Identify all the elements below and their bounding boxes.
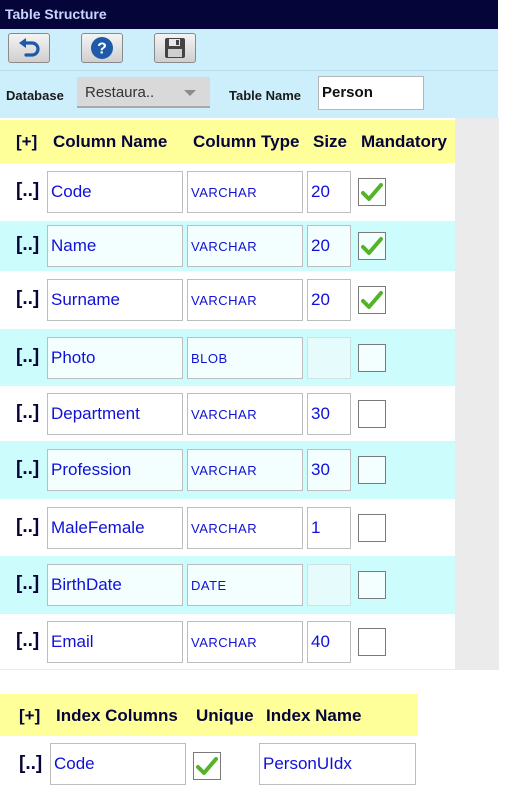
column-name-field[interactable]: Department <box>47 393 183 435</box>
database-label: Database <box>6 88 64 103</box>
column-row <box>0 441 455 499</box>
index-columns-header: Index Columns <box>56 706 178 725</box>
index-row <box>0 736 455 800</box>
column-type-field[interactable]: VARCHAR <box>187 393 303 435</box>
mandatory-checkbox[interactable] <box>358 628 386 656</box>
add-index-button[interactable]: [+] <box>19 706 41 725</box>
index-name-header: Index Name <box>266 706 362 725</box>
row-handle[interactable]: [..] <box>16 630 40 651</box>
column-row <box>0 271 455 329</box>
right-gray-panel <box>455 118 499 670</box>
mandatory-header: Mandatory <box>361 132 447 151</box>
size-field[interactable]: 30 <box>307 393 351 435</box>
title-right-strip <box>498 0 517 29</box>
column-name-field[interactable]: MaleFemale <box>47 507 183 549</box>
row-handle[interactable]: [..] <box>16 573 40 594</box>
column-type-field[interactable]: VARCHAR <box>187 171 303 213</box>
checkmark-icon <box>361 182 383 202</box>
help-question-icon <box>90 36 114 60</box>
size-field[interactable]: 1 <box>307 507 351 549</box>
table-name-label: Table Name <box>229 88 302 103</box>
size-field[interactable]: 20 <box>307 225 351 267</box>
size-field[interactable] <box>307 564 351 606</box>
row-handle[interactable]: [..] <box>16 288 40 309</box>
column-name-field[interactable]: Name <box>47 225 183 267</box>
column-name-field[interactable]: Photo <box>47 337 183 379</box>
column-type-field[interactable]: BLOB <box>187 337 303 379</box>
column-row <box>0 556 455 614</box>
mandatory-checkbox[interactable] <box>358 400 386 428</box>
mandatory-checkbox[interactable] <box>358 514 386 542</box>
index-row-handle[interactable]: [..] <box>19 753 43 774</box>
mandatory-checkbox[interactable] <box>358 178 386 206</box>
save-button[interactable] <box>154 33 196 63</box>
add-column-button[interactable]: [+] <box>16 132 38 151</box>
column-type-field[interactable]: DATE <box>187 564 303 606</box>
table-name-input[interactable]: Person <box>318 76 424 110</box>
svg-text:?: ? <box>97 40 107 58</box>
column-type-header: Column Type <box>193 132 300 151</box>
index-header <box>0 694 418 736</box>
mandatory-checkbox[interactable] <box>358 344 386 372</box>
size-field[interactable]: 40 <box>307 621 351 663</box>
column-type-field[interactable]: VARCHAR <box>187 225 303 267</box>
database-select[interactable] <box>77 77 210 108</box>
database-selected-value: Restaura.. <box>85 84 155 101</box>
column-row <box>0 386 455 441</box>
row-handle[interactable]: [..] <box>16 402 40 423</box>
row-handle[interactable]: [..] <box>16 346 40 367</box>
undo-button[interactable] <box>8 33 50 63</box>
unique-checkbox[interactable] <box>193 752 221 780</box>
size-field[interactable]: 20 <box>307 171 351 213</box>
column-name-field[interactable]: Profession <box>47 449 183 491</box>
row-handle[interactable]: [..] <box>16 234 40 255</box>
undo-arrow-icon <box>17 37 41 59</box>
mandatory-checkbox[interactable] <box>358 286 386 314</box>
index-columns-field[interactable]: Code <box>50 743 186 785</box>
columns-list-end-divider <box>0 669 455 670</box>
index-name-field[interactable]: PersonUIdx <box>259 743 416 785</box>
size-field[interactable]: 20 <box>307 279 351 321</box>
column-name-field[interactable]: Code <box>47 171 183 213</box>
checkmark-icon <box>196 756 218 776</box>
checkmark-icon <box>361 290 383 310</box>
size-field[interactable]: 30 <box>307 449 351 491</box>
size-header: Size <box>313 132 348 151</box>
column-type-field[interactable]: VARCHAR <box>187 279 303 321</box>
column-row <box>0 499 455 556</box>
size-field[interactable] <box>307 337 351 379</box>
mandatory-checkbox[interactable] <box>358 571 386 599</box>
column-name-field[interactable]: Email <box>47 621 183 663</box>
column-type-field[interactable]: VARCHAR <box>187 621 303 663</box>
column-type-field[interactable]: VARCHAR <box>187 507 303 549</box>
unique-header: Unique <box>196 706 254 725</box>
mandatory-checkbox[interactable] <box>358 232 386 260</box>
column-row <box>0 614 455 669</box>
mandatory-checkbox[interactable] <box>358 456 386 484</box>
column-row <box>0 163 455 221</box>
window-title: Table Structure <box>0 0 498 29</box>
column-name-field[interactable]: Surname <box>47 279 183 321</box>
checkmark-icon <box>361 236 383 256</box>
column-name-field[interactable]: BirthDate <box>47 564 183 606</box>
dropdown-caret-icon <box>184 90 196 96</box>
column-row <box>0 221 455 271</box>
toolbar-divider <box>0 70 498 71</box>
save-floppy-icon <box>164 37 186 59</box>
row-handle[interactable]: [..] <box>16 458 40 479</box>
row-handle[interactable]: [..] <box>16 516 40 537</box>
row-handle[interactable]: [..] <box>16 180 40 201</box>
help-button[interactable] <box>81 33 123 63</box>
column-type-field[interactable]: VARCHAR <box>187 449 303 491</box>
column-name-header: Column Name <box>53 132 168 151</box>
column-row <box>0 329 455 386</box>
columns-header <box>0 120 455 163</box>
